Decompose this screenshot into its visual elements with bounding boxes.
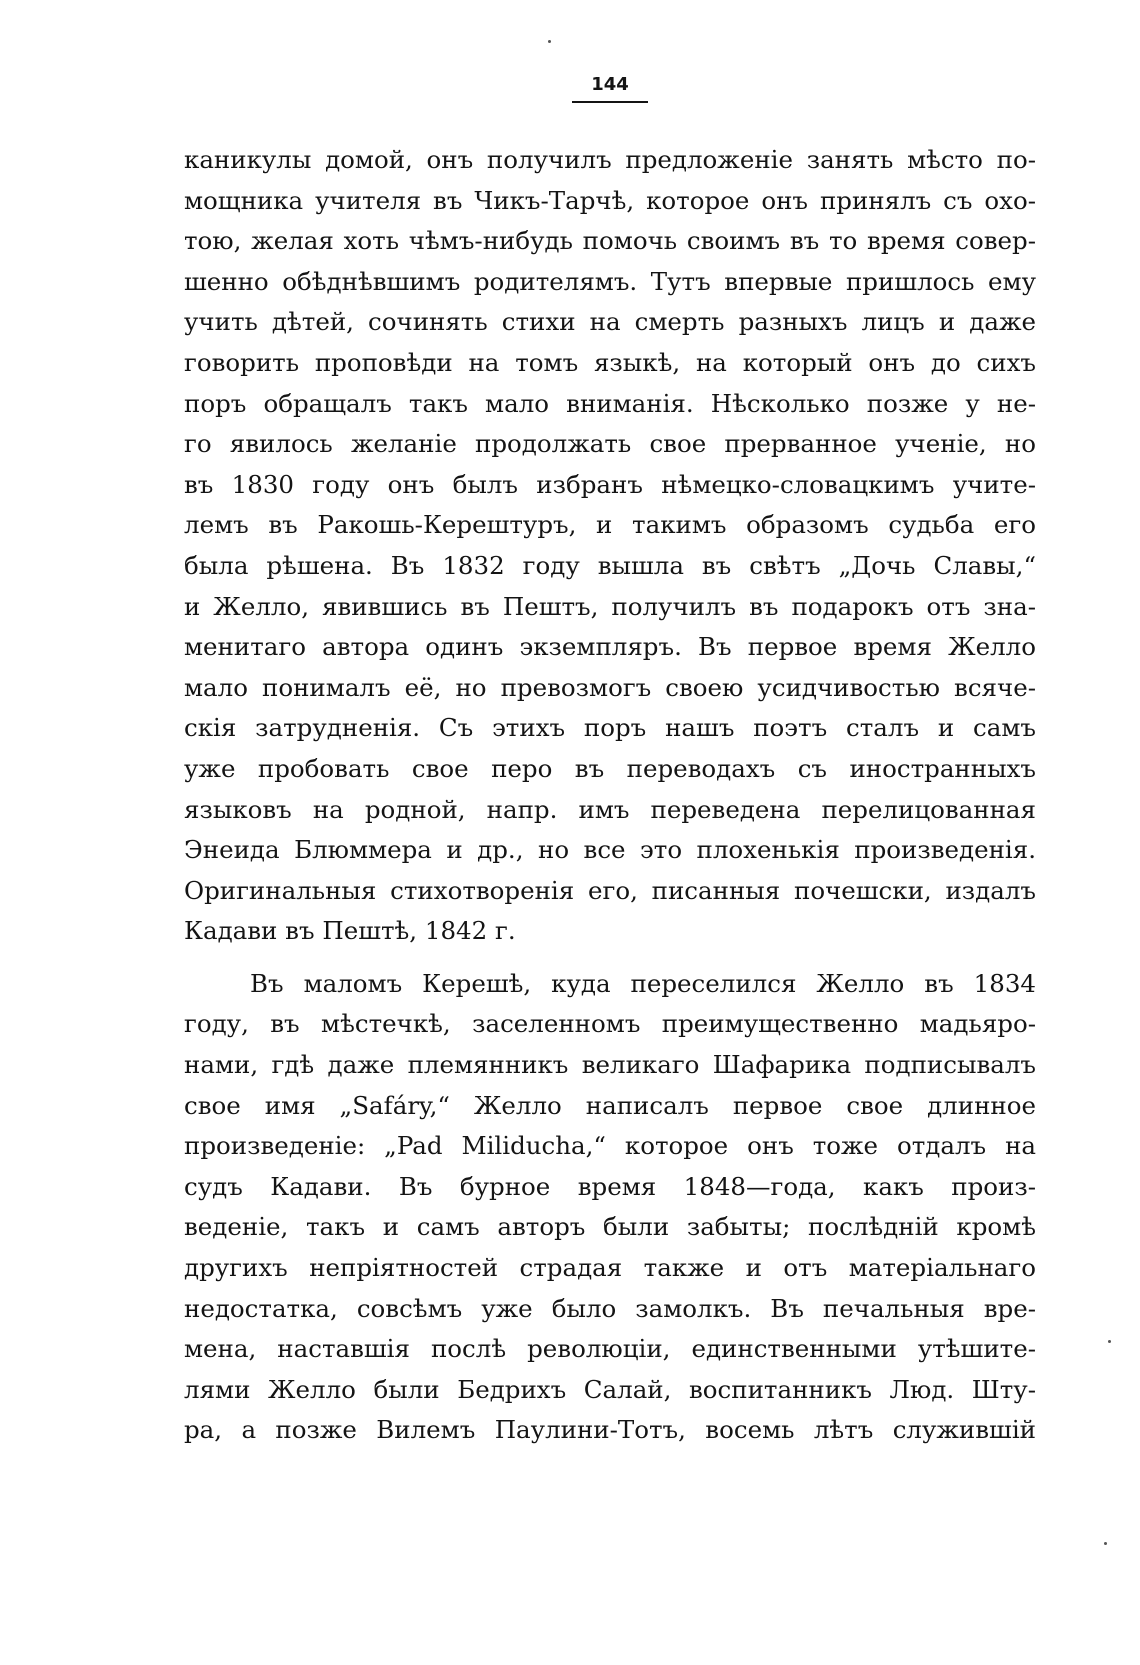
text-line: лями Желло были Бедрихъ Салай, воспитанникъ Люд. Шту- <box>184 1374 1036 1404</box>
text-line: Оригинальныя стихотворенія его, писанныя почешски, издалъ <box>184 875 1036 905</box>
text-line: учить дѣтей, сочинять стихи на смерть разныхъ лицъ и даже <box>184 307 1036 337</box>
text-line: менитаго автора одинъ экземпляръ. Въ первое время Желло <box>184 632 1036 662</box>
body-text <box>184 140 1036 1451</box>
text-line: году, въ мѣстечкѣ, заселенномъ преимущественно мадьяро- <box>184 1009 1036 1039</box>
text-line: го явилось желаніе продолжать свое прерванное ученіе, но <box>184 429 1036 459</box>
text-line: Въ маломъ Керешѣ, куда переселился Желло въ 1834 <box>250 968 1036 998</box>
text-line: лемъ въ Ракошь-Керештуръ, и такимъ образомъ судьба его <box>184 510 1036 540</box>
text-line: свое имя „Safáry,“ Желло написалъ первое свое длинное <box>184 1090 1036 1120</box>
text-line: мена, наставшія послѣ революціи, единственными утѣшите- <box>184 1334 1036 1364</box>
text-line: ра, а позже Вилемъ Паулини-Тотъ, восемь лѣтъ служившій <box>184 1415 1036 1445</box>
text-line: тою, желая хоть чѣмъ-нибудь помочь своимъ въ то время совер- <box>184 226 1036 256</box>
text-line: произведеніе: „Pad Miliducha,“ которое онъ тоже отдалъ на <box>184 1131 1036 1161</box>
text-line: каникулы домой, онъ получилъ предложеніе занять мѣсто по- <box>184 145 1036 174</box>
text-line: Энеида Блюммера и др., но все это плохенькія произведенія. <box>184 835 1036 865</box>
text-line: недостатка, совсѣмъ уже было замолкъ. Въ печальныя вре- <box>184 1293 1036 1323</box>
text-line: веденіе, такъ и самъ авторъ были забыты; послѣдній кромѣ <box>184 1212 1036 1242</box>
paragraph-gap <box>184 952 1036 964</box>
text-line: другихъ непріятностей страдая также и отъ матеріальнаго <box>184 1253 1036 1283</box>
text-line: мало понималъ её, но превозмогъ своею усидчивостью всяче- <box>184 672 1036 702</box>
text-line: была рѣшена. Въ 1832 году вышла въ свѣтъ „Дочь Славы,“ <box>184 550 1036 580</box>
scan-speck <box>1104 1542 1107 1545</box>
text-line: поръ обращалъ такъ мало вниманія. Нѣсколько позже у не- <box>184 388 1036 418</box>
scan-speck <box>1108 1340 1111 1343</box>
text-line: шенно обѣднѣвшимъ родителямъ. Тутъ впервые пришлось ему <box>184 266 1036 296</box>
text-line: мощника учителя въ Чикъ-Тарчѣ, которое онъ принялъ съ охо- <box>184 185 1036 215</box>
text-line: говорить проповѣди на томъ языкѣ, на который онъ до сихъ <box>184 347 1036 377</box>
text-line: нами, гдѣ даже племянникъ великаго Шафарика подписывалъ <box>184 1050 1036 1080</box>
text-line: судъ Кадави. Въ бурное время 1848—года, какъ произ- <box>184 1171 1036 1201</box>
text-line: уже пробовать свое перо въ переводахъ съ иностранныхъ <box>184 753 1036 783</box>
text-line: и Желло, явившись въ Пештъ, получилъ въ подарокъ отъ зна- <box>184 591 1036 621</box>
scan-speck <box>548 40 551 43</box>
paragraph-1 <box>184 140 1036 952</box>
page-number-underline <box>572 101 648 103</box>
page-number: 144 <box>591 74 629 95</box>
text-line: Кадави въ Пештѣ, 1842 г. <box>184 916 516 946</box>
paragraph-2 <box>184 964 1036 1451</box>
text-line: языковъ на родной, напр. имъ переведена перелицованная <box>184 794 1036 824</box>
text-line: скія затрудненія. Съ этихъ поръ нашъ поэтъ сталъ и самъ <box>184 713 1036 743</box>
text-line: въ 1830 году онъ былъ избранъ нѣмецко-словацкимъ учите- <box>184 469 1036 499</box>
